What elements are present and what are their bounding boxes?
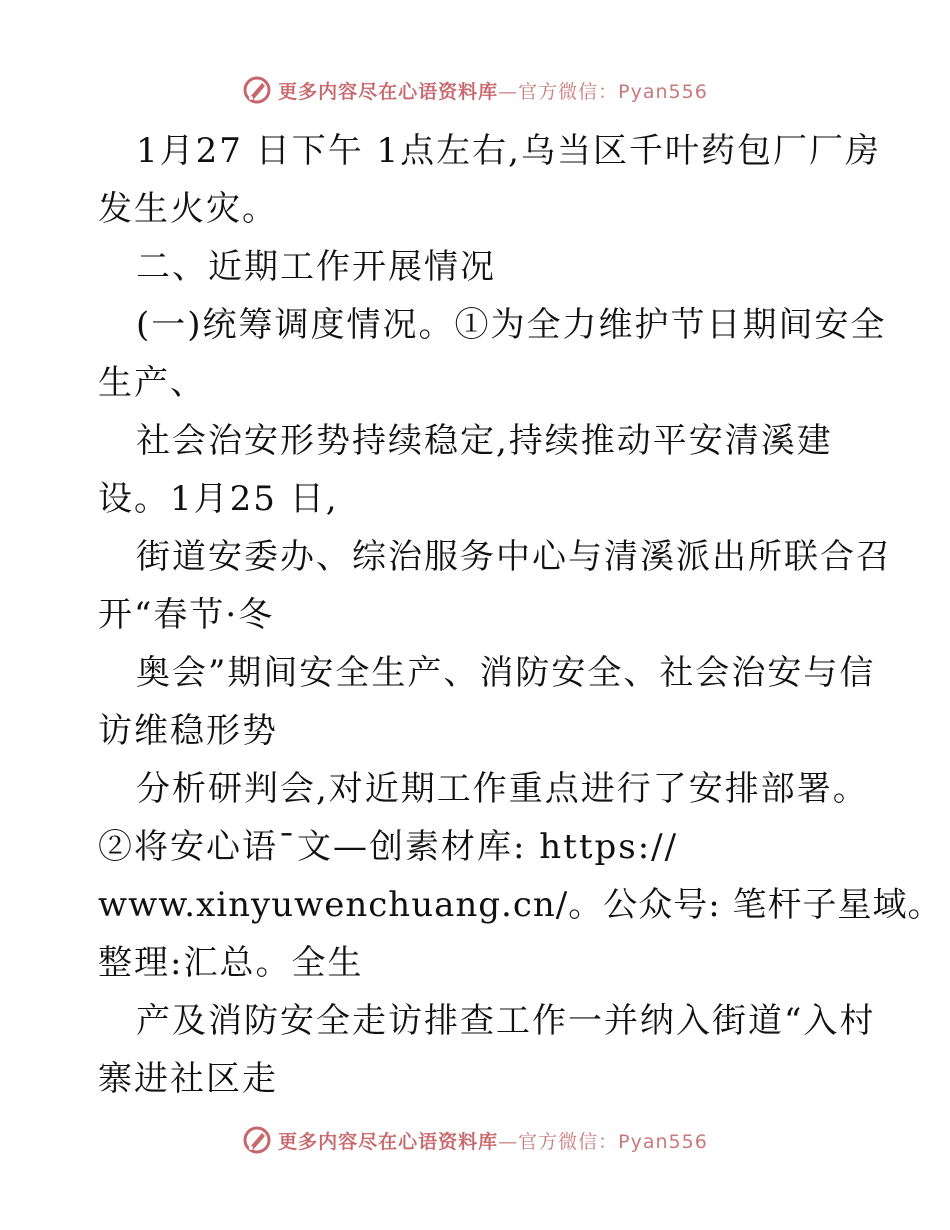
watermark-brand: 更多内容尽在心语资料库 [278,80,499,103]
text-line: 社会治安形势持续稳定,持续推动平安清溪建 [136,421,833,461]
text-line: 奥会”期间安全生产、消防安全、社会治安与信 [136,653,876,693]
header-watermark [0,70,950,110]
brush-logo-icon [242,75,272,105]
text-line: 寨进社区走 [98,1059,278,1099]
text-line: 产及消防安全走访排查工作一并纳入街道“入村 [136,1001,876,1041]
document-body [98,122,943,1108]
watermark-suffix: 官方微信：Pyan556 [518,80,708,103]
brush-logo-icon [242,1125,272,1155]
watermark-separator: — [498,1130,519,1153]
text-line: 发生火灾。 [98,189,278,229]
text-line: 整理:汇总。全生 [98,943,364,983]
watermark-text [278,1127,708,1154]
text-line: 访维稳形势 [98,711,278,751]
watermark-brand: 更多内容尽在心语资料库 [278,1130,499,1153]
text-line: 街道安委办、综治服务中心与清溪派出所联合召 [136,537,892,577]
text-line: (一)统筹调度情况。①为全力维护节日期间安全 [136,305,887,345]
footer-watermark [0,1120,950,1160]
text-line: 生产、 [98,363,206,403]
watermark-suffix: 官方微信：Pyan556 [518,1130,708,1153]
watermark-text [278,77,708,104]
text-line: www.xinyuwenchuang.cn/。公众号: 笔杆子星域。 [98,885,943,925]
section-heading: 二、近期工作开展情况 [136,247,496,287]
text-line: 开“春节·冬 [98,595,275,635]
text-line: 1月27 日下午 1点左右,乌当区千叶药包厂厂房 [136,131,881,171]
watermark-separator: — [498,80,519,103]
text-line: 设。1月25 日, [98,479,339,519]
text-line: ②将安心语¯文—创素材库: https:// [98,827,679,867]
text-line: 分析研判会,对近期工作重点进行了安排部署。 [136,769,869,809]
